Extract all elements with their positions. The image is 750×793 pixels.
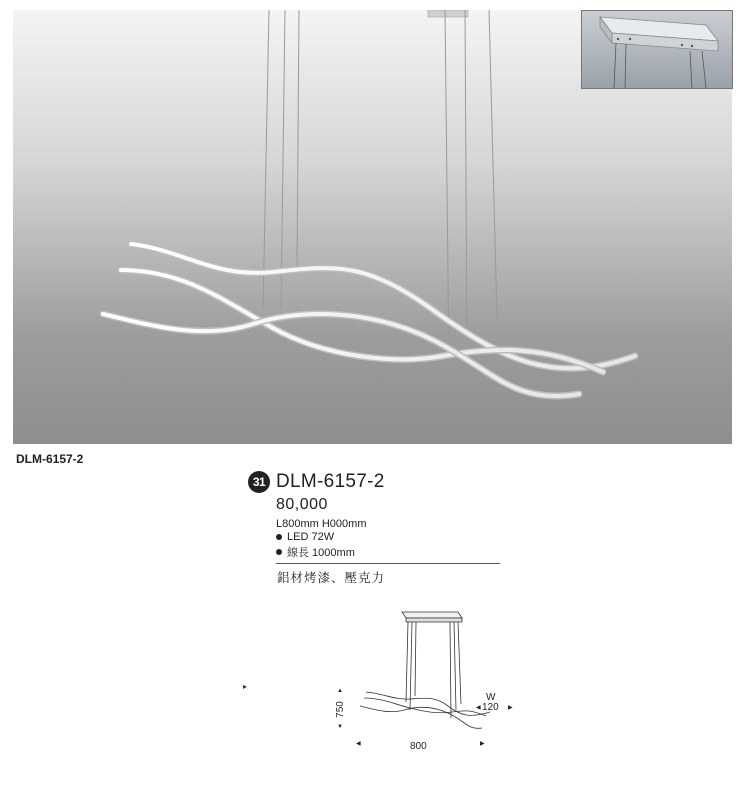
width-value: 120 <box>482 702 499 713</box>
marker-icon: ▸ <box>243 682 248 691</box>
feature-item <box>276 531 500 543</box>
bullet-icon <box>276 534 282 540</box>
price: 80,000 <box>276 496 328 513</box>
arrow-left-icon: ◀ <box>476 705 481 711</box>
feature-text: 線長 1000mm <box>287 547 355 559</box>
canopy-illustration <box>582 11 732 88</box>
divider <box>276 563 500 564</box>
dimensions: L800mm H000mm <box>276 518 367 530</box>
line-drawing <box>330 600 530 760</box>
feature-text: LED 72W <box>287 531 335 543</box>
spec-block <box>248 470 500 586</box>
canopy-inset-photo <box>581 10 733 89</box>
arrow-up-icon: ▲ <box>337 688 343 694</box>
spec-title-row <box>248 470 500 494</box>
arrow-right-icon: ▶ <box>508 705 513 711</box>
photo-caption: DLM-6157-2 <box>16 452 84 466</box>
height-label: 750 <box>334 701 346 718</box>
bullet-icon <box>276 549 282 555</box>
length-label: 800 <box>410 741 427 752</box>
material: 鋁材烤漆、壓克力 <box>277 571 386 585</box>
arrow-right-icon: ▶ <box>480 741 485 747</box>
model-name: DLM-6157-2 <box>276 471 385 492</box>
dimension-diagram <box>330 600 530 760</box>
width-title: W <box>486 692 496 703</box>
arrow-down-icon: ▼ <box>337 724 343 730</box>
arrow-left-icon: ◀ <box>356 741 361 747</box>
feature-item <box>276 544 500 560</box>
item-number-badge: 31 <box>248 471 270 493</box>
